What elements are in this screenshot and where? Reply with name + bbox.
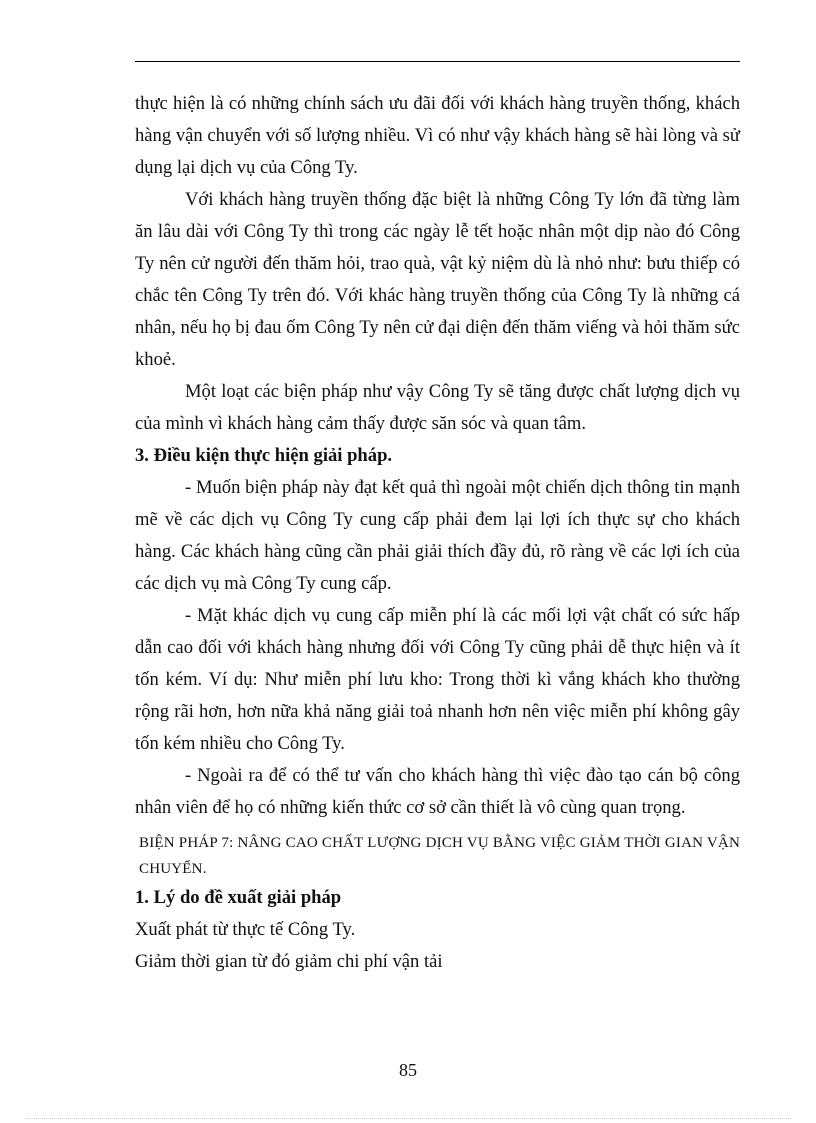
paragraph-measures-summary: Một loạt các biện pháp như vậy Công Ty sẽ tăng được chất lượng dịch vụ của mình vì khách hàng cảm thấy được săn sóc và quan tâm. [135, 381, 740, 434]
reason-line-2: Giảm thời gian từ đó giảm chi phí vận tải [135, 951, 443, 972]
condition-paragraph-3: - Ngoài ra để có thể tư vấn cho khách hàng thì việc đào tạo cán bộ công nhân viên để họ có những kiến thức cơ sở cần thiết là vô cùng quan trọng. [135, 765, 740, 818]
condition-paragraph-2: - Mặt khác dịch vụ cung cấp miễn phí là các mối lợi vật chất có sức hấp dẫn cao đối với khách hàng nhưng đối với Công Ty cũng phải dễ thực hiện và ít tốn kém. Ví dụ: Như miễn phí lưu kho: Trong thời kì vắng khách kho thường rộng rãi hơn, hơn nữa khả năng giải toả nhanh hơn nên việc miễn phí không gây tốn kém nhiều cho Công Ty. [135, 605, 740, 754]
reason-line-1: Xuất phát từ thực tế Công Ty. [135, 919, 356, 940]
page-bottom-border [25, 1118, 791, 1119]
page-number: 85 [399, 1060, 417, 1080]
section-heading-conditions: 3. Điều kiện thực hiện giải pháp. [135, 445, 393, 466]
condition-paragraph-1: - Muốn biện pháp này đạt kết quả thì ngoài một chiến dịch thông tin mạnh mẽ về các dịch vụ Công Ty cung cấp phải đem lại lợi ích thực sự cho khách hàng. Các khách hàng cũng cần phải giải thích đầy đủ, rõ ràng về các lợi ích của các dịch vụ mà Công Ty cung cấp. [135, 477, 740, 594]
page-body [135, 88, 740, 978]
paragraph-traditional-customers: Với khách hàng truyền thống đặc biệt là những Công Ty lớn đã từng làm ăn lâu dài với Công Ty thì trong các ngày lễ tết hoặc nhân một dịp nào đó Công Ty nên cử người đến thăm hỏi, trao quà, vật kỷ niệm dù là nhỏ như: bưu thiếp có chắc tên Công Ty trên đó. Với khác hàng truyền thống của Công Ty là những cá nhân, nếu họ bị đau ốm Công Ty nên cử đại diện đến thăm viếng và hỏi thăm sức khoẻ. [135, 189, 740, 370]
measure-7-heading: BIỆN PHÁP 7: NÂNG CAO CHẤT LƯỢNG DỊCH VỤ BẰNG VIỆC GIẢM THỜI GIAN VẬN CHUYỂN. [139, 835, 740, 877]
paragraph-continuation: thực hiện là có những chính sách ưu đãi đối với khách hàng truyền thống, khách hàng vận chuyển với số lượng nhiều. Vì có như vậy khách hàng sẽ hài lòng và sử dụng lại dịch vụ của Công Ty. [135, 93, 740, 178]
header-rule [135, 61, 740, 62]
section-heading-reason: 1. Lý do đề xuất giải pháp [135, 887, 342, 908]
